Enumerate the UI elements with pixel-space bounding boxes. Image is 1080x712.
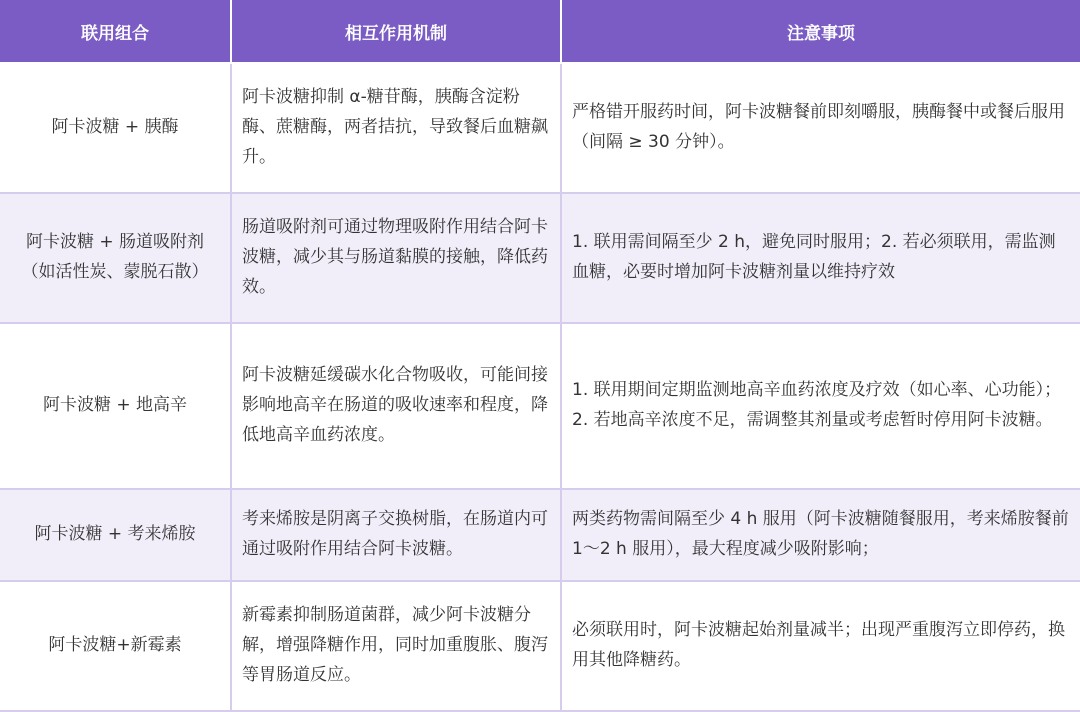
header-mechanism: 相互作用机制: [232, 0, 562, 64]
table-header-row: [0, 0, 1080, 64]
table-row: [0, 490, 1080, 582]
notes-text: 两类药物需间隔至少 4 h 服用（阿卡波糖随餐服用，考来烯胺餐前 1～2 h 服用），最大程度减少吸附影响；: [572, 509, 1069, 559]
notes-cell: [562, 64, 1080, 194]
notes-cell: [562, 490, 1080, 582]
mechanism-cell: 肠道吸附剂可通过物理吸附作用结合阿卡波糖，减少其与肠道黏膜的接触，降低药效。: [232, 194, 562, 324]
combo-cell: [0, 64, 232, 194]
mechanism-cell: 新霉素抑制肠道菌群，减少阿卡波糖分解，增强降糖作用，同时加重腹胀、腹泻等胃肠道反应。: [232, 582, 562, 712]
notes-text: 1. 联用期间定期监测地高辛血药浓度及疗效（如心率、心功能）；: [572, 380, 1062, 401]
combo-subtext: （如活性炭、蒙脱石散）: [21, 262, 209, 282]
notes-text: 必须联用时，阿卡波糖起始剂量减半；出现严重腹泻立即停药，换用其他降糖药。: [572, 620, 1065, 670]
combo-cell: [0, 582, 232, 712]
combo-text: 阿卡波糖 + 考来烯胺: [34, 524, 196, 545]
mechanism-cell: 考来烯胺是阴离子交换树脂，在肠道内可通过吸附作用结合阿卡波糖。: [232, 490, 562, 582]
notes-cell: [562, 324, 1080, 490]
combo-text: 阿卡波糖 + 胰酶: [51, 117, 179, 138]
notes-text: 1. 联用需间隔至少 2 h，避免同时服用；2. 若必须联用，需监测血糖，必要时增加阿卡波糖剂量以维持疗效: [572, 232, 1056, 282]
table-row: [0, 582, 1080, 712]
combo-text: 阿卡波糖 + 肠道吸附剂: [25, 232, 205, 253]
mechanism-cell: 阿卡波糖延缓碳水化合物吸收，可能间接影响地高辛在肠道的吸收速率和程度，降低地高辛血药浓度。: [232, 324, 562, 490]
header-combo: 联用组合: [0, 0, 232, 64]
notes-cell: [562, 194, 1080, 324]
header-notes: 注意事项: [562, 0, 1080, 64]
combo-cell: [0, 324, 232, 490]
table-row: [0, 194, 1080, 324]
combo-cell: [0, 194, 232, 324]
mechanism-cell: 阿卡波糖抑制 α-糖苷酶，胰酶含淀粉酶、蔗糖酶，两者拮抗，导致餐后血糖飙升。: [232, 64, 562, 194]
notes-cell: [562, 582, 1080, 712]
combo-text: 阿卡波糖 + 地高辛: [42, 395, 188, 416]
combo-text: 阿卡波糖+新霉素: [48, 635, 182, 656]
combo-cell: [0, 490, 232, 582]
notes-text: 2. 若地高辛浓度不足，需调整其剂量或考虑暂时停用阿卡波糖。: [572, 410, 1053, 430]
table-row: [0, 324, 1080, 490]
table-row: [0, 64, 1080, 194]
notes-text: 严格错开服药时间，阿卡波糖餐前即刻嚼服，胰酶餐中或餐后服用（间隔 ≥ 30 分钟）。: [572, 102, 1065, 152]
